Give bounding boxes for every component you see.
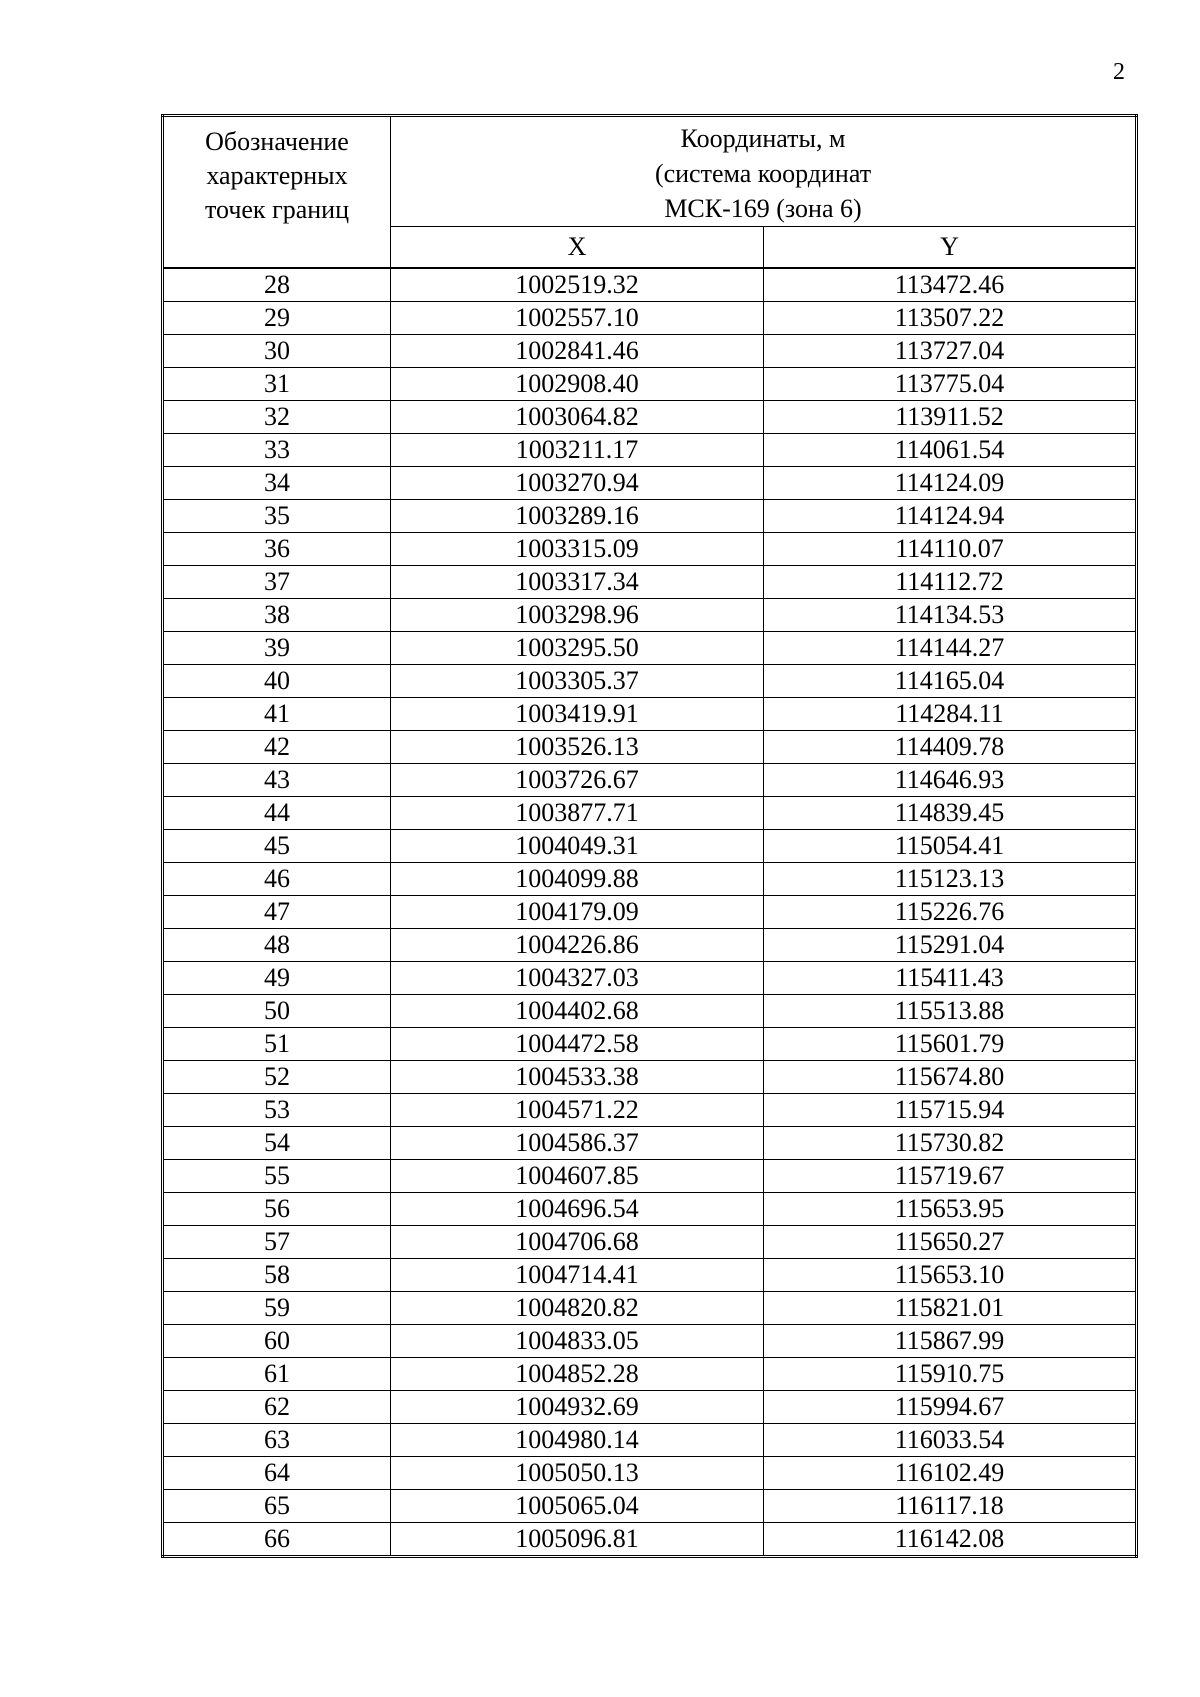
x-cell: 1004533.38 xyxy=(391,1061,764,1094)
point-cell: 60 xyxy=(163,1325,391,1358)
x-cell: 1005065.04 xyxy=(391,1490,764,1523)
x-cell: 1004714.41 xyxy=(391,1259,764,1292)
point-cell: 45 xyxy=(163,830,391,863)
x-cell: 1003289.16 xyxy=(391,500,764,533)
y-cell: 115715.94 xyxy=(764,1094,1137,1127)
table-header xyxy=(163,116,1137,269)
point-cell: 36 xyxy=(163,533,391,566)
page-number: 2 xyxy=(1113,59,1125,85)
point-cell: 65 xyxy=(163,1490,391,1523)
point-cell: 41 xyxy=(163,698,391,731)
x-cell: 1004586.37 xyxy=(391,1127,764,1160)
coordinates-table xyxy=(161,114,1138,1558)
x-cell: 1003064.82 xyxy=(391,401,764,434)
point-header-line: Обозначение xyxy=(205,127,349,156)
table-row xyxy=(163,731,1137,764)
point-cell: 37 xyxy=(163,566,391,599)
x-cell: 1002841.46 xyxy=(391,335,764,368)
point-cell: 63 xyxy=(163,1424,391,1457)
point-cell: 42 xyxy=(163,731,391,764)
y-cell: 115994.67 xyxy=(764,1391,1137,1424)
x-cell: 1004932.69 xyxy=(391,1391,764,1424)
table-row xyxy=(163,1391,1137,1424)
table-row xyxy=(163,1424,1137,1457)
point-cell: 58 xyxy=(163,1259,391,1292)
point-cell: 62 xyxy=(163,1391,391,1424)
x-cell: 1004571.22 xyxy=(391,1094,764,1127)
coord-header-line: (система координат xyxy=(654,159,872,188)
point-cell: 54 xyxy=(163,1127,391,1160)
y-cell: 115867.99 xyxy=(764,1325,1137,1358)
y-cell: 115291.04 xyxy=(764,929,1137,962)
table-row xyxy=(163,434,1137,467)
x-cell: 1004696.54 xyxy=(391,1193,764,1226)
y-cell: 114134.53 xyxy=(764,599,1137,632)
table-row xyxy=(163,1259,1137,1292)
point-cell: 39 xyxy=(163,632,391,665)
table-row xyxy=(163,500,1137,533)
point-cell: 35 xyxy=(163,500,391,533)
table-row xyxy=(163,929,1137,962)
table-row xyxy=(163,797,1137,830)
y-cell: 116102.49 xyxy=(764,1457,1137,1490)
x-cell: 1002557.10 xyxy=(391,302,764,335)
point-cell: 30 xyxy=(163,335,391,368)
table-row xyxy=(163,268,1137,302)
x-cell: 1003305.37 xyxy=(391,665,764,698)
y-cell: 115821.01 xyxy=(764,1292,1137,1325)
coordinates-header xyxy=(391,116,1137,227)
table-row xyxy=(163,1160,1137,1193)
point-cell: 49 xyxy=(163,962,391,995)
y-cell: 115650.27 xyxy=(764,1226,1137,1259)
x-cell: 1004852.28 xyxy=(391,1358,764,1391)
x-cell: 1003270.94 xyxy=(391,467,764,500)
y-cell: 114646.93 xyxy=(764,764,1137,797)
table-row xyxy=(163,368,1137,401)
y-cell: 115411.43 xyxy=(764,962,1137,995)
coord-header-line: Координаты, м xyxy=(680,124,846,153)
point-cell: 33 xyxy=(163,434,391,467)
x-cell: 1004820.82 xyxy=(391,1292,764,1325)
y-cell: 116117.18 xyxy=(764,1490,1137,1523)
y-cell: 115123.13 xyxy=(764,863,1137,896)
x-cell: 1004226.86 xyxy=(391,929,764,962)
table-row xyxy=(163,1094,1137,1127)
table-row xyxy=(163,1292,1137,1325)
x-cell: 1002908.40 xyxy=(391,368,764,401)
table-row xyxy=(163,1127,1137,1160)
y-cell: 114112.72 xyxy=(764,566,1137,599)
point-cell: 55 xyxy=(163,1160,391,1193)
table-row xyxy=(163,665,1137,698)
table-row xyxy=(163,566,1137,599)
point-cell: 61 xyxy=(163,1358,391,1391)
point-cell: 46 xyxy=(163,863,391,896)
x-column-header: X xyxy=(391,227,764,269)
point-cell: 56 xyxy=(163,1193,391,1226)
y-cell: 115653.10 xyxy=(764,1259,1137,1292)
table-row xyxy=(163,1028,1137,1061)
y-cell: 115719.67 xyxy=(764,1160,1137,1193)
table-row xyxy=(163,1061,1137,1094)
table-row xyxy=(163,863,1137,896)
x-cell: 1004402.68 xyxy=(391,995,764,1028)
table-row xyxy=(163,1226,1137,1259)
x-cell: 1004049.31 xyxy=(391,830,764,863)
point-cell: 64 xyxy=(163,1457,391,1490)
table-row xyxy=(163,1457,1137,1490)
y-cell: 113775.04 xyxy=(764,368,1137,401)
table-body xyxy=(163,268,1137,1557)
point-cell: 43 xyxy=(163,764,391,797)
x-cell: 1004179.09 xyxy=(391,896,764,929)
point-cell: 31 xyxy=(163,368,391,401)
coord-header-line: МСК-169 (зона 6) xyxy=(664,194,862,223)
y-cell: 114409.78 xyxy=(764,731,1137,764)
point-cell: 34 xyxy=(163,467,391,500)
table-row xyxy=(163,335,1137,368)
y-cell: 115910.75 xyxy=(764,1358,1137,1391)
x-cell: 1004472.58 xyxy=(391,1028,764,1061)
point-column-header xyxy=(163,116,391,269)
point-cell: 32 xyxy=(163,401,391,434)
x-cell: 1002519.32 xyxy=(391,268,764,302)
point-header-line: характерных xyxy=(206,161,348,190)
table-row xyxy=(163,698,1137,731)
table-row xyxy=(163,764,1137,797)
table-row xyxy=(163,1523,1137,1557)
x-cell: 1003211.17 xyxy=(391,434,764,467)
x-cell: 1003315.09 xyxy=(391,533,764,566)
point-cell: 50 xyxy=(163,995,391,1028)
table-row xyxy=(163,632,1137,665)
x-cell: 1003726.67 xyxy=(391,764,764,797)
table-row xyxy=(163,302,1137,335)
x-cell: 1003317.34 xyxy=(391,566,764,599)
table-row xyxy=(163,830,1137,863)
y-cell: 114061.54 xyxy=(764,434,1137,467)
table-row xyxy=(163,599,1137,632)
point-cell: 48 xyxy=(163,929,391,962)
y-column-header: Y xyxy=(764,227,1137,269)
x-cell: 1004327.03 xyxy=(391,962,764,995)
table-row xyxy=(163,1193,1137,1226)
point-cell: 44 xyxy=(163,797,391,830)
point-cell: 40 xyxy=(163,665,391,698)
y-cell: 113911.52 xyxy=(764,401,1137,434)
table-row xyxy=(163,962,1137,995)
x-cell: 1004099.88 xyxy=(391,863,764,896)
x-cell: 1003877.71 xyxy=(391,797,764,830)
y-cell: 114165.04 xyxy=(764,665,1137,698)
point-cell: 52 xyxy=(163,1061,391,1094)
y-cell: 115054.41 xyxy=(764,830,1137,863)
y-cell: 114144.27 xyxy=(764,632,1137,665)
point-cell: 51 xyxy=(163,1028,391,1061)
table-row xyxy=(163,1490,1137,1523)
x-cell: 1003298.96 xyxy=(391,599,764,632)
y-cell: 114284.11 xyxy=(764,698,1137,731)
table-row xyxy=(163,1325,1137,1358)
x-cell: 1003295.50 xyxy=(391,632,764,665)
table-row xyxy=(163,533,1137,566)
y-cell: 116142.08 xyxy=(764,1523,1137,1557)
point-cell: 47 xyxy=(163,896,391,929)
y-cell: 114124.09 xyxy=(764,467,1137,500)
x-cell: 1004833.05 xyxy=(391,1325,764,1358)
point-cell: 38 xyxy=(163,599,391,632)
y-cell: 113727.04 xyxy=(764,335,1137,368)
point-header-line: точек границ xyxy=(204,195,350,224)
table-row xyxy=(163,896,1137,929)
x-cell: 1005050.13 xyxy=(391,1457,764,1490)
x-cell: 1004980.14 xyxy=(391,1424,764,1457)
table-row xyxy=(163,467,1137,500)
x-cell: 1004706.68 xyxy=(391,1226,764,1259)
y-cell: 115653.95 xyxy=(764,1193,1137,1226)
y-cell: 114110.07 xyxy=(764,533,1137,566)
point-cell: 29 xyxy=(163,302,391,335)
y-cell: 115730.82 xyxy=(764,1127,1137,1160)
point-cell: 28 xyxy=(163,268,391,302)
y-cell: 116033.54 xyxy=(764,1424,1137,1457)
y-cell: 115513.88 xyxy=(764,995,1137,1028)
point-cell: 57 xyxy=(163,1226,391,1259)
x-cell: 1004607.85 xyxy=(391,1160,764,1193)
y-cell: 114839.45 xyxy=(764,797,1137,830)
y-cell: 115674.80 xyxy=(764,1061,1137,1094)
y-cell: 114124.94 xyxy=(764,500,1137,533)
x-cell: 1003526.13 xyxy=(391,731,764,764)
y-cell: 115601.79 xyxy=(764,1028,1137,1061)
table-row xyxy=(163,1358,1137,1391)
y-cell: 113472.46 xyxy=(764,268,1137,302)
table-row xyxy=(163,401,1137,434)
point-cell: 59 xyxy=(163,1292,391,1325)
y-cell: 115226.76 xyxy=(764,896,1137,929)
point-cell: 66 xyxy=(163,1523,391,1557)
y-cell: 113507.22 xyxy=(764,302,1137,335)
table-row xyxy=(163,995,1137,1028)
point-cell: 53 xyxy=(163,1094,391,1127)
x-cell: 1003419.91 xyxy=(391,698,764,731)
x-cell: 1005096.81 xyxy=(391,1523,764,1557)
